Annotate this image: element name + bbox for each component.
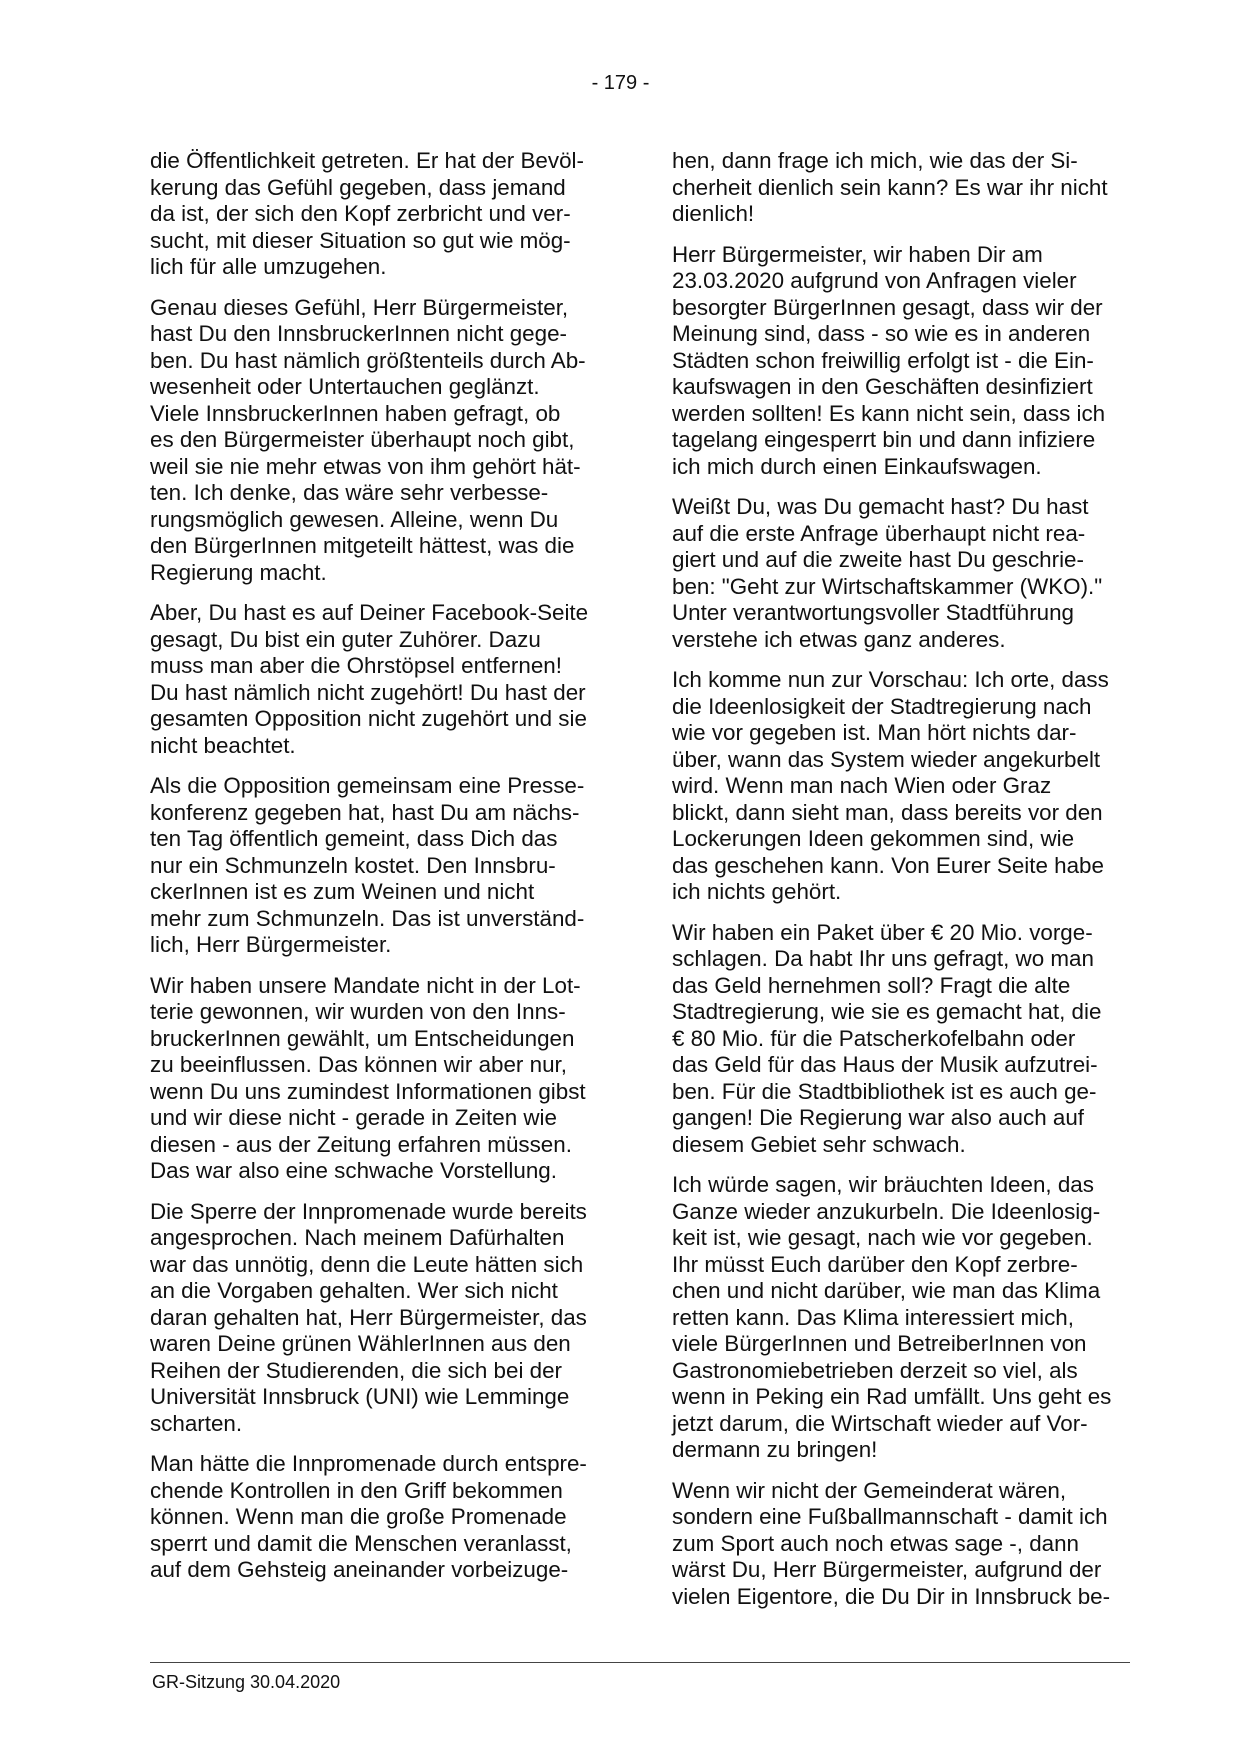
paragraph: Herr Bürgermeister, wir haben Dir am 23.03.2020 aufgrund von Anfragen vieler besorgter BürgerInnen gesagt, dass wir der Meinung sind, dass - so wie es in anderen Städten schon freiwillig erfolgt ist - die Ein- kaufswagen in den Geschäften desinfiziert werden sollten! Es kann nicht sein, dass ich tagelang eingesperrt bin und dann infiziere ich mich durch einen Einkaufswagen. [672, 241, 1106, 479]
paragraph: Aber, Du hast es auf Deiner Facebook-Seite gesagt, Du bist ein guter Zuhörer. Dazu muss man aber die Ohrstöpsel entfernen! Du hast nämlich nicht zugehört! Du hast der gesamten Opposition nicht zugehört und sie nicht beachtet. [150, 600, 589, 758]
paragraph: Wir haben unsere Mandate nicht in der Lot- terie gewonnen, wir wurden von den Inns- bruckerInnen gewählt, um Entscheidungen zu beeinflussen. Das können wir aber nur, wenn Du uns zumindest Informationen gibst und wir diese nicht - gerade in Zeiten wie diesen - aus der Zeitung erfahren müssen. Das war also eine schwache Vorstellung. [150, 972, 586, 1183]
paragraph: Genau dieses Gefühl, Herr Bürgermeister, hast Du den InnsbruckerInnen nicht gege- ben. Du hast nämlich größtenteils durch Ab- wesenheit oder Untertauchen geglänzt. Viele InnsbruckerInnen haben gefragt, ob es den Bürgermeister überhaupt noch gibt, weil sie nie mehr etwas von ihm gehört hät- ten. Ich denke, das wäre sehr verbesse- rungsmöglich gewesen. Alleine, wenn Du den BürgerInnen mitgeteilt hättest, was die Regierung macht. [150, 294, 586, 585]
paragraph: Man hätte die Innpromenade durch entspre- chende Kontrollen in den Griff bekommen können. Wenn man die große Promenade sperrt und damit die Menschen veranlasst, auf dem Gehsteig aneinander vorbeizuge- [150, 1451, 587, 1582]
right-text-column [672, 148, 1114, 1624]
paragraph: Ich komme nun zur Vorschau: Ich orte, dass die Ideenlosigkeit der Stadtregierung nach wie vor gegeben ist. Man hört nichts dar- über, wann das System wieder angekurbelt wird. Wenn man nach Wien oder Graz blickt, dann sieht man, dass bereits vor den Lockerungen Ideen gekommen sind, wie das geschehen kann. Von Eurer Seite habe ich nichts gehört. [672, 667, 1109, 904]
paragraph: hen, dann frage ich mich, wie das der Si- cherheit dienlich sein kann? Es war ihr nicht dienlich! [672, 148, 1108, 226]
paragraph: Weißt Du, was Du gemacht hast? Du hast auf die erste Anfrage überhaupt nicht rea- giert und auf die zweite hast Du geschrie- ben: "Geht zur Wirtschaftskammer (WKO)." Unter verantwortungsvoller Stadtführung verstehe ich etwas ganz anderes. [672, 494, 1103, 652]
paragraph: Als die Opposition gemeinsam eine Presse- konferenz gegeben hat, hast Du am nächs- ten Tag öffentlich gemeint, dass Dich das nur ein Schmunzeln kostet. Den Innsbru- ckerInnen ist es zum Weinen und nicht mehr zum Schmunzeln. Das ist unverständ- lich, Herr Bürgermeister. [150, 773, 585, 957]
paragraph: Wenn wir nicht der Gemeinderat wären, sondern eine Fußballmannschaft - damit ich zum Sport auch noch etwas sage -, dann wärst Du, Herr Bürgermeister, aufgrund der vielen Eigentore, die Du Dir in Innsbruck be- [672, 1477, 1111, 1609]
footer-divider [150, 1662, 1130, 1663]
footer-session-date: GR-Sitzung 30.04.2020 [152, 1672, 341, 1692]
paragraph: Ich würde sagen, wir bräuchten Ideen, das Ganze wieder anzukurbeln. Die Ideenlosig- keit ist, wie gesagt, nach wie vor gegeben. Ihr müsst Euch darüber den Kopf zerbre- chen und nicht darüber, wie man das Klima retten kann. Das Klima interessiert mich, viele BürgerInnen und BetreiberInnen von Gastronomiebetrieben derzeit so viel, als wenn in Peking ein Rad umfällt. Uns geht es jetzt darum, die Wirtschaft wieder auf Vor- dermann zu bringen! [672, 1172, 1112, 1462]
paragraph: Wir haben ein Paket über € 20 Mio. vorge- schlagen. Da habt Ihr uns gefragt, wo man das Geld hernehmen soll? Fragt die alte Stadtregierung, wie sie es gemacht hat, die € 80 Mio. für die Patscherkofelbahn oder das Geld für das Haus der Musik aufzutrei- ben. Für die Stadtbibliothek ist es auch ge- gangen! Die Regierung war also auch auf diesem Gebiet sehr schwach. [672, 919, 1102, 1157]
paragraph: die Öffentlichkeit getreten. Er hat der Bevöl- kerung das Gefühl gegeben, dass jemand da ist, der sich den Kopf zerbricht und ver- sucht, mit dieser Situation so gut wie mög- lich für alle umzugehen. [150, 148, 584, 279]
paragraph: Die Sperre der Innpromenade wurde bereits angesprochen. Nach meinem Dafürhalten war das unnötig, denn die Leute hätten sich an die Vorgaben gehalten. Wer sich nicht daran gehalten hat, Herr Bürgermeister, das waren Deine grünen WählerInnen aus den Reihen der Studierenden, die sich bei der Universität Innsbruck (UNI) wie Lemminge scharten. [150, 1198, 587, 1436]
page-number: - 179 - [591, 72, 650, 94]
left-text-column [150, 148, 592, 1598]
